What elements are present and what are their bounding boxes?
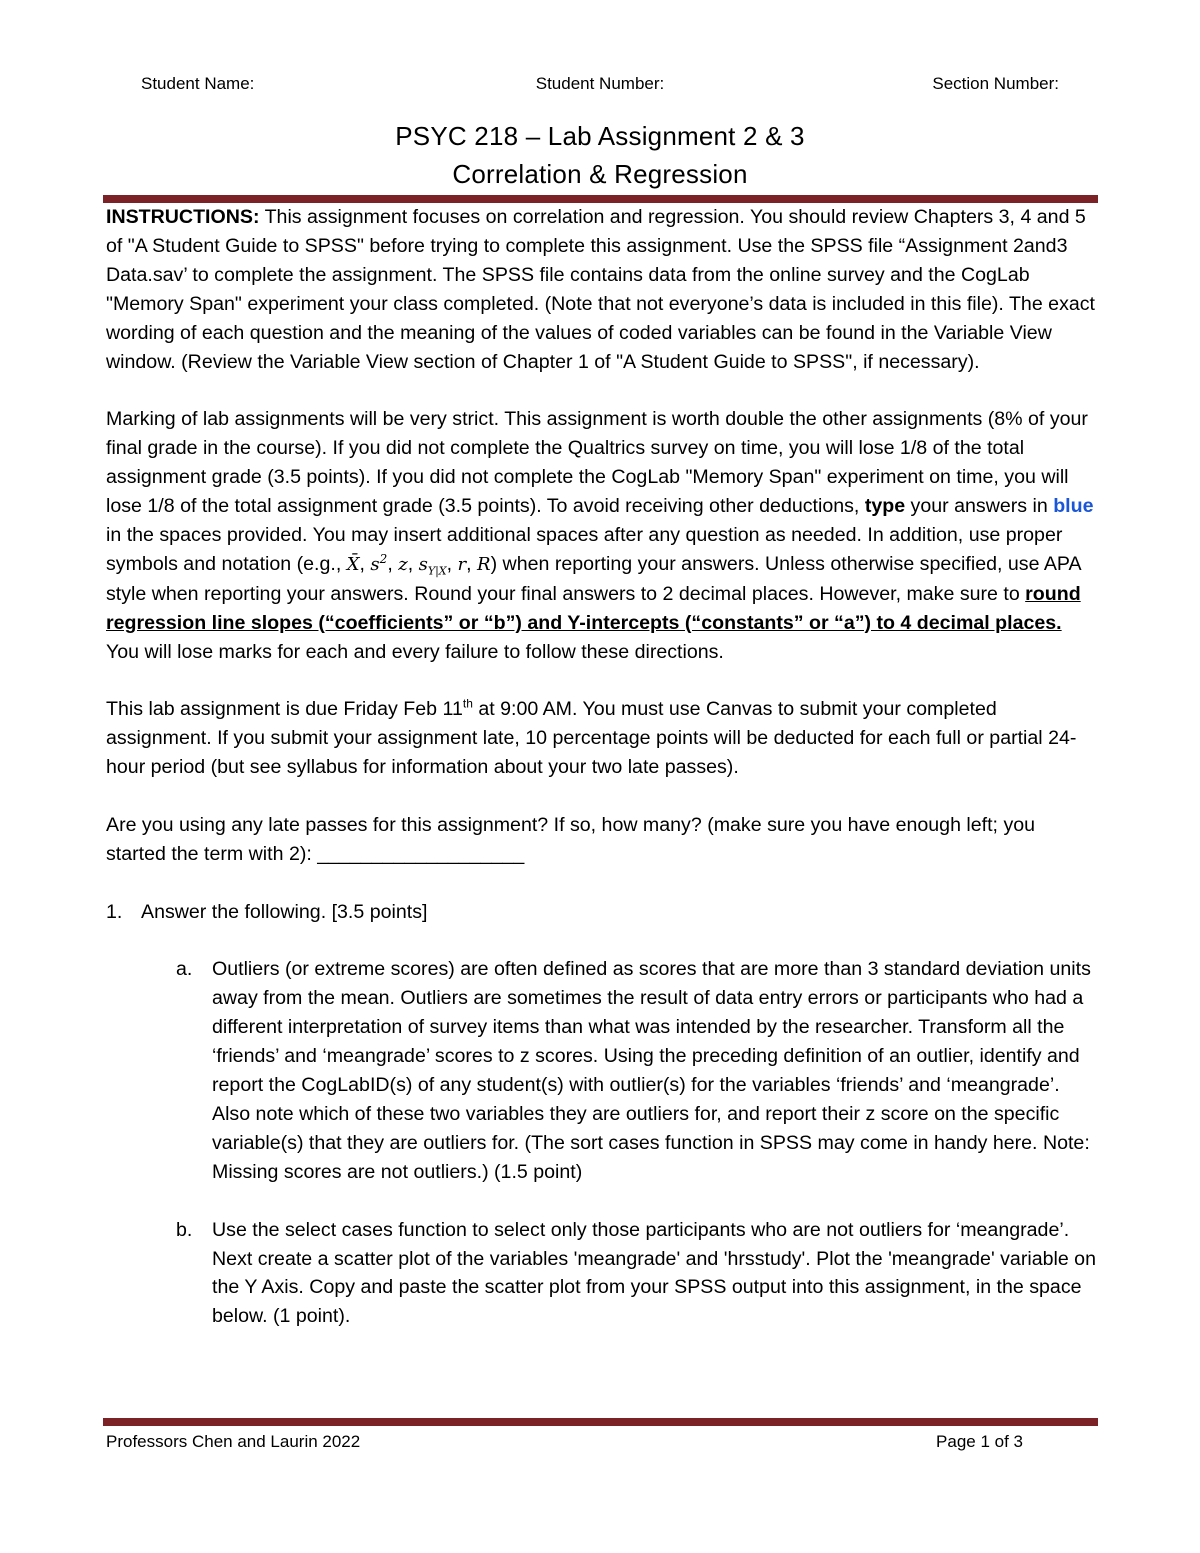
question-1b-letter: b. — [176, 1218, 193, 1241]
marking-text-5: You will lose marks for each and every failure to follow these directions. — [106, 640, 724, 663]
bottom-divider — [103, 1418, 1098, 1426]
footer-page-number: Page 1 of 3 — [936, 1432, 1023, 1451]
question-1b — [176, 1216, 1096, 1332]
section-number-label: Section Number: — [932, 74, 1059, 93]
question-1a-letter: a. — [176, 958, 193, 981]
symbol-R: R — [477, 553, 491, 575]
separator: , — [359, 552, 371, 575]
student-name-label: Student Name: — [141, 74, 255, 93]
footer-authors: Professors Chen and Laurin 2022 — [106, 1432, 361, 1451]
question-1a-text: Outliers (or extreme scores) are often defined as scores that are more than 3 standard deviation units away from the mean. Outliers are sometimes the result of data entry errors or participants who had a different interpretation of survey items than what was intended by the researcher. Transform all the ‘friends’ and ‘meangrade’ scores to z scores. Using the preceding definition of an outlier, identify and report the CogLabID(s) of any student(s) with outlier(s) for the variables ‘friends’ and ‘meangrade’. Also note which of these two variables they are outliers for, and report their z score on the specific variable(s) that they are outliers for. (The sort cases function in SPSS may come in handy here. Note: Missing scores are not outliers.) (1.5 point) — [212, 958, 1091, 1183]
instructions-paragraph — [106, 203, 1096, 376]
symbol-std-error-base: s — [418, 553, 428, 575]
instructions-text: This assignment focuses on correlation and regression. You should review Chapters 3, 4 and 5 of "A Student Guide to SPSS" before trying to complete this assignment. Use the SPSS file “Assignment 2and3 Data.sav’ to complete the assignment. The SPSS file contains data from the online survey and the CogLab "Memory Span" experiment your class completed. (Note that not everyone’s data is included in this file). The exact wording of each question and the meaning of the values of coded variables can be found in the Variable View window. (Review the Variable View section of Chapter 1 of "A Student Guide to SPSS", if necessary). — [106, 206, 1096, 373]
due-text-2: at 9:00 AM. You must use Canvas to submit your completed assignment. If you submit your assignment late, 10 percentage points will be deducted for each full or partial 24-hour period (but see syllabus for information about your two late passes). — [106, 698, 1077, 779]
question-1 — [106, 898, 1096, 927]
symbol-r: r — [457, 553, 467, 575]
top-divider — [103, 195, 1098, 203]
document-body — [106, 203, 1096, 1331]
question-1-text: Answer the following. [3.5 points] — [141, 900, 428, 923]
separator: , — [446, 552, 458, 575]
page-title: PSYC 218 – Lab Assignment 2 & 3 — [395, 121, 805, 151]
separator: , — [407, 552, 419, 575]
symbol-variance-exp: 2 — [379, 551, 388, 566]
instructions-label: INSTRUCTIONS: — [106, 206, 260, 228]
symbol-mean: X̄ — [346, 553, 360, 575]
marking-paragraph — [106, 405, 1096, 666]
question-1b-text: Use the select cases function to select only those participants who are not outliers for ‘meangrade’. Next create a scatter plot of the variables 'meangrade' and 'hrsstudy'. Plot the 'meangrade' variable on the Y Axis. Copy and paste the scatter plot from your SPSS output into this assignment, in the space below. (1 point). — [212, 1218, 1096, 1328]
symbol-std-error-sub: Y|X — [427, 564, 447, 578]
separator: , — [387, 552, 399, 575]
symbol-std-error — [418, 553, 447, 578]
marking-text-1: Marking of lab assignments will be very strict. This assignment is worth double the other assignments (8% of your final grade in the course). If you did not complete the Qualtrics survey on time, you will lose 1/8 of the total assignment grade (3.5 points). If you did not complete the CogLab "Memory Span" experiment on time, you will lose 1/8 of the total assignment grade (3.5 points). To avoid receiving other deductions, — [106, 408, 1088, 518]
student-number-label: Student Number: — [535, 74, 665, 93]
question-1-number: 1. — [106, 900, 123, 923]
blue-emphasis: blue — [1053, 495, 1094, 518]
type-emphasis: type — [864, 495, 906, 518]
due-paragraph — [106, 695, 1096, 782]
due-text-1: This lab assignment is due Friday Feb 11 — [106, 698, 463, 721]
symbol-z: z — [398, 553, 408, 575]
due-superscript: th — [462, 696, 473, 711]
symbol-variance — [370, 551, 388, 575]
symbol-variance-base: s — [370, 553, 380, 575]
page-subtitle: Correlation & Regression — [452, 159, 748, 189]
separator: , — [466, 552, 478, 575]
question-1a — [176, 955, 1096, 1186]
marking-text-2: your answers in — [905, 495, 1054, 518]
rounding-emphasis: round regression line slopes (“coefficients” or “b”) and Y-intercepts (“constants” or “a”) to 4 decimal places. — [106, 582, 1081, 634]
marking-text-4: ) when reporting your answers. Unless otherwise specified, use APA style when reporting your answers. Round your final answers to 2 decimal places. However, make sure to — [106, 552, 1081, 605]
marking-text-3: in the spaces provided. You may insert additional spaces after any question as needed. In addition, use proper symbols and notation (e.g., — [106, 523, 1063, 575]
late-pass-question: Are you using any late passes for this assignment? If so, how many? (make sure you have enough left; you started the term with 2): ___________________ — [106, 813, 1036, 865]
